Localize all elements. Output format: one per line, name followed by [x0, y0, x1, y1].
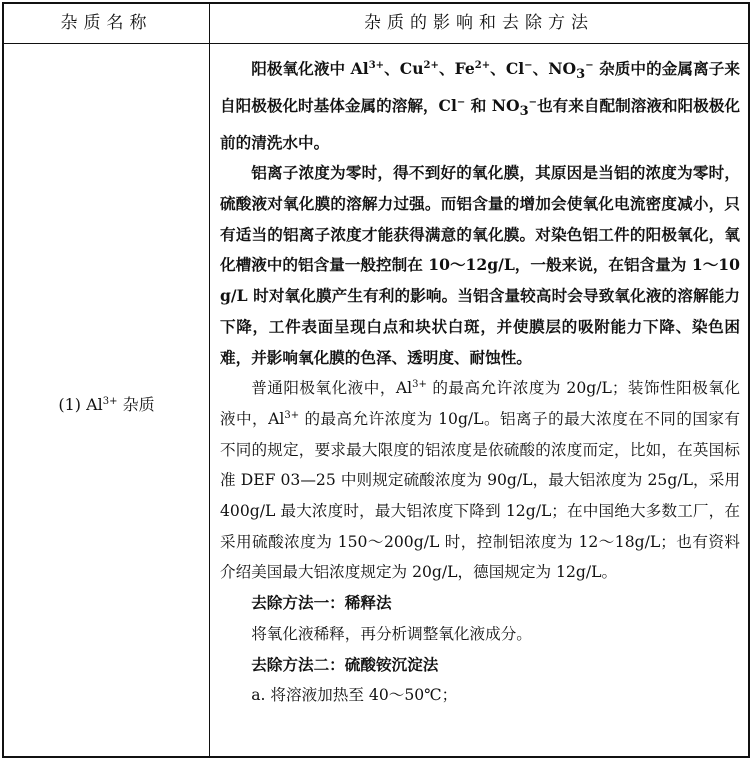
p3-text-a: 普通阳极氧化液中，Al [251, 379, 413, 398]
column-divider [209, 4, 210, 756]
table-header-row [4, 4, 748, 44]
paragraph-max-concentration [220, 373, 740, 588]
header-effect-and-removal: 杂质的影响和去除方法 [364, 13, 594, 33]
p1-sup-cu: 2+ [423, 60, 439, 71]
p1-sup-no3-2: − [528, 96, 538, 108]
paragraph-aluminum-concentration: 铝离子浓度为零时，得不到好的氧化膜，其原因是当铝的浓度为零时，硫酸液对氧化膜的溶解力过强。而铝含量的增加会使氧化电流密度减小，只有适当的铝离子浓度才能获得满意的氧化膜。对染色铝工件的阳极氧化，氧化槽液中的铝含量一般控制在 10～12g/L，一般来说，在铝含量为 1～10g/L 时对氧化膜产生有利的影响。当铝含量较高时会导致氧化液的溶解能力下降，工件表面呈现白点和块状白斑，并使膜层的吸附能力下降、染色困难，并影响氧化膜的色泽、透明度、耐蚀性。 [220, 163, 740, 367]
impurity-label-sup: 3+ [102, 396, 118, 407]
impurity-table [2, 2, 750, 758]
p1-text-d: 、Cl [490, 59, 525, 78]
p1-sub-no3-2: 3 [519, 103, 529, 119]
p1-sup-fe: 2+ [474, 60, 491, 71]
header-impurity-name: 杂质名称 [60, 13, 153, 33]
p1-text-e: 、NO [532, 59, 577, 78]
p1-text-a: 阳极氧化液中 Al [251, 59, 369, 78]
removal-method-2-step-a: a. 将溶液加热至 40～50℃； [251, 686, 458, 705]
effect-removal-content [220, 54, 740, 711]
p3-text-b: 的最高允许浓度为 20g/L；装饰性阳极氧化液中，Al [220, 379, 740, 428]
paragraph-impurity-sources [220, 54, 740, 158]
impurity-label [4, 392, 209, 415]
p1-text-b: 、Cu [384, 59, 424, 78]
impurity-label-suffix: 杂质 [117, 395, 155, 414]
impurity-label-prefix: (1) Al [58, 395, 103, 414]
p1-text-f: 杂质中的金属离子来自阳极极化时基体金属的溶解，Cl [220, 59, 740, 115]
p1-sup-al: 3+ [368, 60, 385, 71]
removal-method-1-title: 去除方法一：稀释法 [251, 593, 392, 613]
p3-sup-al-2: 3+ [284, 409, 300, 421]
removal-method-1-text: 将氧化液稀释，再分析调整氧化液成分。 [251, 624, 532, 643]
p1-sup-no3: − [585, 60, 594, 71]
p1-text-g: 和 NO [465, 95, 520, 115]
p1-text-h: 也有来自配制溶液和阳极极化前的清洗水中。 [220, 95, 740, 152]
p3-sup-al: 3+ [412, 379, 427, 391]
p1-sub-no3: 3 [576, 67, 586, 83]
removal-method-2-title: 去除方法二：硫酸铵沉淀法 [251, 654, 439, 674]
p3-text-c: 的最高允许浓度为 10g/L。铝离子的最大浓度在不同的国家有不同的规定，要求最大限度的铝浓度是依硫酸的浓度而定，比如，在英国标准 DEF 03—25 中则规定硫酸浓度为 90g/L，最大铝浓度为 25g/L，采用 400g/L 最大浓度时，最大铝浓度下降到 12g/L；在中国绝大多数工厂，在采用硫酸浓度为 150～200g/L 时，控制铝浓度为 12～18g/L；也有资料介绍美国最大铝浓度规定为 20g/L，德国规定为 12g/L。 [220, 409, 740, 582]
p1-sup-cl-2: − [456, 96, 466, 108]
p1-text-c: 、Fe [438, 59, 475, 78]
p1-sup-cl: − [524, 60, 533, 71]
